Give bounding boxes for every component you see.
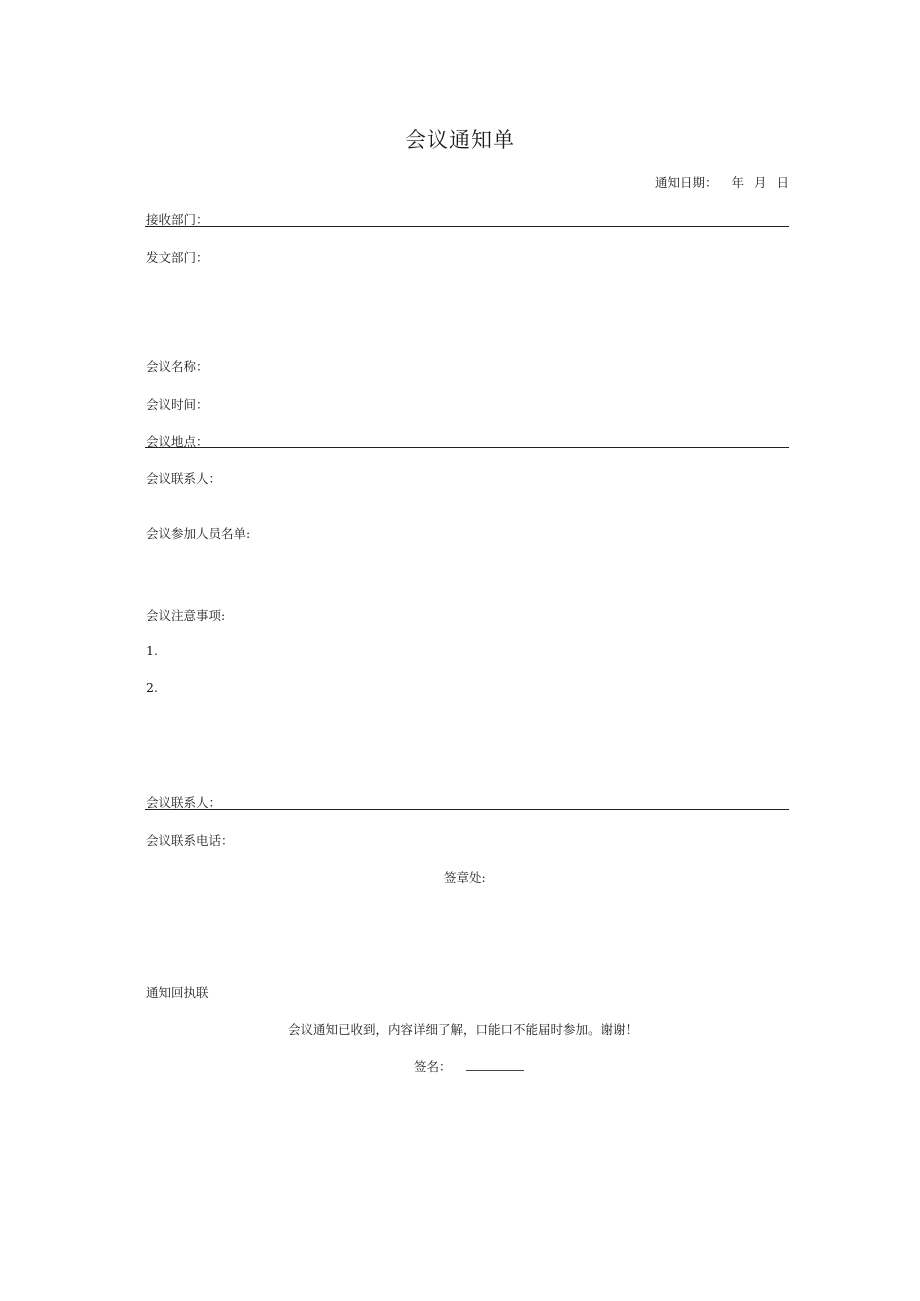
note-item-2: 2. bbox=[146, 680, 158, 695]
divider-line bbox=[145, 447, 789, 448]
notice-date-day: 日 bbox=[776, 175, 789, 190]
notice-date-month: 月 bbox=[753, 175, 767, 190]
signature-label: 签名： bbox=[414, 1059, 452, 1074]
contact-phone-label: 会议联系电话： bbox=[146, 833, 234, 848]
receipt-message: 会议通知已收到，内容详细了解，口能口不能届时参加。谢谢！ bbox=[287, 1022, 638, 1037]
notice-date-row bbox=[655, 173, 789, 191]
receiving-dept-label: 接收部门： bbox=[146, 212, 209, 227]
document-title: 会议通知单 bbox=[405, 128, 515, 152]
meeting-place-label: 会议地点： bbox=[146, 434, 209, 449]
signature-blank[interactable] bbox=[466, 1058, 524, 1071]
notes-heading: 会议注意事项: bbox=[146, 608, 226, 623]
signature-row bbox=[414, 1057, 524, 1075]
note-item-1: 1. bbox=[146, 643, 158, 658]
receipt-heading: 通知回执联 bbox=[146, 985, 209, 1000]
divider-line bbox=[145, 809, 789, 810]
seal-area-label: 签章处: bbox=[444, 870, 486, 885]
notice-date-year: 年 bbox=[731, 175, 744, 190]
attendee-list-label: 会议参加人员名单: bbox=[146, 526, 251, 541]
issuing-dept-label: 发文部门： bbox=[146, 250, 209, 265]
notice-date-label: 通知日期： bbox=[654, 175, 718, 190]
meeting-time-label: 会议时间： bbox=[146, 397, 209, 412]
divider-line bbox=[145, 226, 789, 227]
meeting-contact-label: 会议联系人： bbox=[146, 471, 222, 486]
meeting-name-label: 会议名称： bbox=[146, 359, 209, 374]
meeting-contact-label-2: 会议联系人： bbox=[146, 795, 222, 810]
